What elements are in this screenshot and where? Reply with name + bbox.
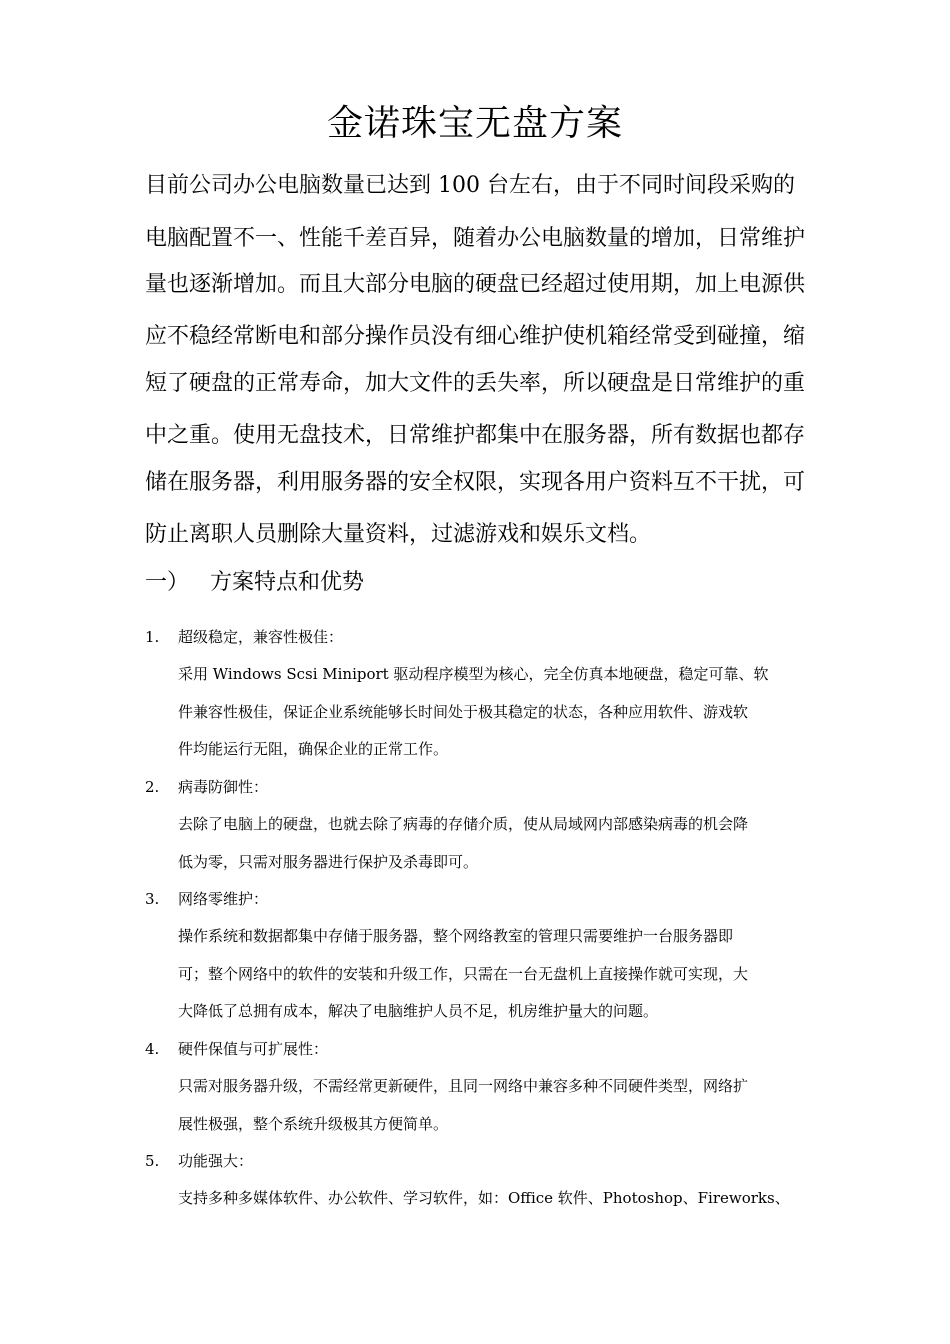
list-item-title: 功能强大：	[178, 1152, 254, 1170]
list-item-number: 1.	[145, 628, 160, 646]
document-title: 金诺珠宝无盘方案	[326, 103, 623, 144]
list-item-heading	[145, 1039, 328, 1059]
list-item-text: 件兼容性极佳，保证企业系统能够长时间处于极其稳定的状态，各种应用软件、游戏软	[178, 703, 749, 721]
intro-line: 电脑配置不一、性能千差百异，随着办公电脑数量的增加，日常维护	[145, 226, 806, 251]
list-item-number: 3.	[145, 890, 160, 908]
section-heading	[145, 568, 364, 598]
list-item-text: 展性极强，整个系统升级极其方便简单。	[178, 1115, 449, 1133]
list-item-text: 只需对服务器升级，不需经常更新硬件，且同一网络中兼容多种不同硬件类型，网络扩	[178, 1077, 749, 1095]
intro-line: 目前公司办公电脑数量已达到 100 台左右，由于不同时间段采购的	[145, 173, 795, 198]
list-item-number: 2.	[145, 778, 160, 796]
list-item-heading	[145, 777, 268, 797]
list-item-text: 操作系统和数据都集中存储于服务器，整个网络教室的管理只需要维护一台服务器即	[178, 927, 734, 945]
list-item-title: 超级稳定，兼容性极佳：	[178, 628, 344, 646]
list-item-title: 网络零维护：	[178, 890, 269, 908]
intro-line: 量也逐渐增加。而且大部分电脑的硬盘已经超过使用期，加上电源供	[145, 272, 806, 297]
intro-line: 短了硬盘的正常寿命，加大文件的丢失率，所以硬盘是日常维护的重	[145, 371, 806, 396]
list-item-text: 件均能运行无阻，确保企业的正常工作。	[178, 740, 449, 758]
intro-line: 储在服务器，利用服务器的安全权限，实现各用户资料互不干扰，可	[145, 470, 806, 495]
list-item-number: 5.	[145, 1152, 160, 1170]
section-number: 一）	[145, 570, 190, 595]
list-item-heading	[145, 627, 343, 647]
list-item-number: 4.	[145, 1040, 160, 1058]
intro-line: 中之重。使用无盘技术，日常维护都集中在服务器，所有数据也都存	[145, 423, 806, 448]
list-item-text: 低为零，只需对服务器进行保护及杀毒即可。	[178, 853, 479, 871]
list-item-heading	[145, 1151, 253, 1171]
section-title: 方案特点和优势	[210, 570, 365, 595]
list-item-text: 可；整个网络中的软件的安装和升级工作，只需在一台无盘机上直接操作就可实现，大	[178, 965, 749, 983]
list-item-text: 支持多种多媒体软件、办公软件、学习软件，如：Office 软件、Photoshop、Fireworks、	[178, 1189, 790, 1207]
intro-line: 防止离职人员删除大量资料，过滤游戏和娱乐文档。	[145, 522, 652, 547]
intro-line: 应不稳经常断电和部分操作员没有细心维护使机箱经常受到碰撞，缩	[145, 324, 806, 349]
list-item-text: 去除了电脑上的硬盘，也就去除了病毒的存储介质，使从局域网内部感染病毒的机会降	[178, 815, 749, 833]
list-item-heading	[145, 889, 268, 909]
list-item-text: 大降低了总拥有成本，解决了电脑维护人员不足，机房维护量大的问题。	[178, 1002, 659, 1020]
list-item-title: 病毒防御性：	[178, 778, 269, 796]
list-item-title: 硬件保值与可扩展性：	[178, 1040, 329, 1058]
list-item-text: 采用 Windows Scsi Miniport 驱动程序模型为核心，完全仿真本地硬盘，稳定可靠、软	[178, 665, 769, 683]
